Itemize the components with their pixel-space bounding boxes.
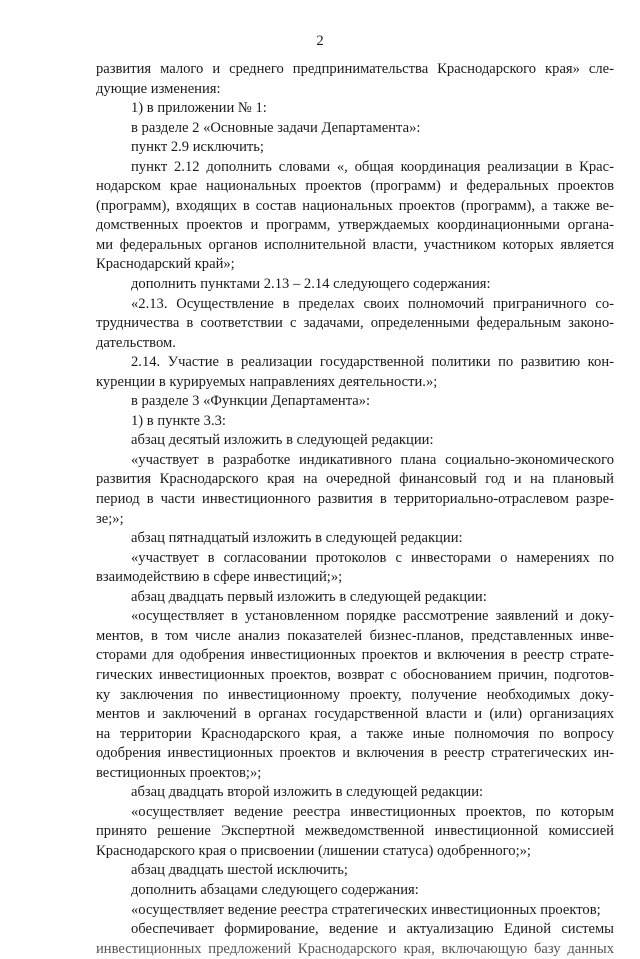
text-line: трудничества в соответствии с задачами, определенными федеральным законо-: [96, 315, 614, 332]
text-line: абзац пятнадцатый изложить в следующей редакции:: [131, 530, 463, 547]
text-line: одобрения инвестиционных проектов и включения в реестр стратегических ин-: [96, 745, 614, 762]
text-line: зе;»;: [96, 510, 124, 527]
text-line: дополнить абзацами следующего содержания:: [131, 881, 419, 898]
text-line: абзац двадцать первый изложить в следующей редакции:: [131, 588, 487, 605]
text-line: инвестиционных предложений Краснодарского края, включающую базу данных: [96, 940, 614, 957]
text-line: вестиционных проектов;»;: [96, 764, 262, 781]
text-line: гических инвестиционных проектов, возврат с обоснованием причин, подготов-: [96, 666, 614, 683]
text-line: дательством.: [96, 334, 176, 351]
text-line: дополнить пунктами 2.13 – 2.14 следующего содержания:: [131, 276, 491, 293]
text-line: «участвует в разработке индикативного плана социально-экономического: [131, 451, 614, 468]
text-line: «2.13. Осуществление в пределах своих полномочий приграничного со-: [131, 295, 614, 312]
text-line: ми федеральных органов исполнительной власти, участником которых является: [96, 236, 614, 253]
text-line: 1) в пункте 3.3:: [131, 412, 226, 429]
text-line: принято решение Экспертной межведомственной инвестиционной комиссией: [96, 823, 614, 840]
text-line: «осуществляет в установленном порядке рассмотрение заявлений и доку-: [131, 608, 614, 625]
text-line: (программ), входящих в состав национальных проектов (программ), а также ве-: [96, 197, 614, 214]
text-line: дующие изменения:: [96, 80, 221, 97]
text-line: обеспечивает формирование, ведение и актуализацию Единой системы: [131, 921, 614, 938]
text-line: ментов и заключений в органах государственной власти и (или) организациях: [96, 706, 614, 723]
text-line: «осуществляет ведение реестра инвестиционных проектов, по которым: [131, 803, 614, 820]
text-line: абзац двадцать второй изложить в следующей редакции:: [131, 784, 484, 801]
document-body: [96, 60, 614, 959]
text-line: взаимодействию в сфере инвестиций;»;: [96, 569, 343, 586]
text-line: «осуществляет ведение реестра стратегических инвестиционных проектов;: [131, 901, 601, 918]
text-line: сторами для одобрения инвестиционных проектов и включения в реестр страте-: [96, 647, 614, 664]
text-line: Краснодарский край»;: [96, 256, 235, 273]
text-line: на территории Краснодарского края, а также иные полномочия по вопросу: [96, 725, 614, 742]
text-line: пункт 2.9 исключить;: [131, 139, 264, 156]
text-line: нодарском крае национальных проектов (программ) и федеральных проектов: [96, 178, 614, 195]
text-line: ку заключения по инвестиционному проекту, получение необходимых доку-: [96, 686, 614, 703]
text-line: развития малого и среднего предпринимательства Краснодарского края» сле-: [96, 61, 614, 77]
text-line: Краснодарского края о присвоении (лишении статуса) одобренного;»;: [96, 842, 531, 859]
text-line: развития Краснодарского края на очередной финансовый год и на плановый: [96, 471, 614, 488]
text-line: пункт 2.12 дополнить словами «, общая координация реализации в Крас-: [131, 158, 614, 175]
text-line: в разделе 2 «Основные задачи Департамента»:: [131, 119, 421, 136]
text-line: куренции в курируемых направлениях деятельности.»;: [96, 373, 438, 390]
page-number: 2: [316, 33, 324, 49]
text-line: ментов, в том числе анализ показателей бизнес-планов, представленных инве-: [96, 627, 614, 644]
text-line: абзац двадцать шестой исключить;: [131, 862, 348, 879]
text-line: 2.14. Участие в реализации государственной политики по развитию кон-: [131, 354, 614, 371]
text-line: домственных проектов и программ, утверждаемых координационными органа-: [96, 217, 614, 234]
text-line: 1) в приложении № 1:: [131, 100, 267, 117]
text-line: в разделе 3 «Функции Департамента»:: [131, 393, 371, 410]
text-line: абзац десятый изложить в следующей редакции:: [131, 432, 434, 449]
text-line: «участвует в согласовании протоколов с инвесторами о намерениях по: [131, 549, 614, 566]
text-line: период в части инвестиционного развития в территориально-отраслевом разре-: [96, 491, 614, 508]
